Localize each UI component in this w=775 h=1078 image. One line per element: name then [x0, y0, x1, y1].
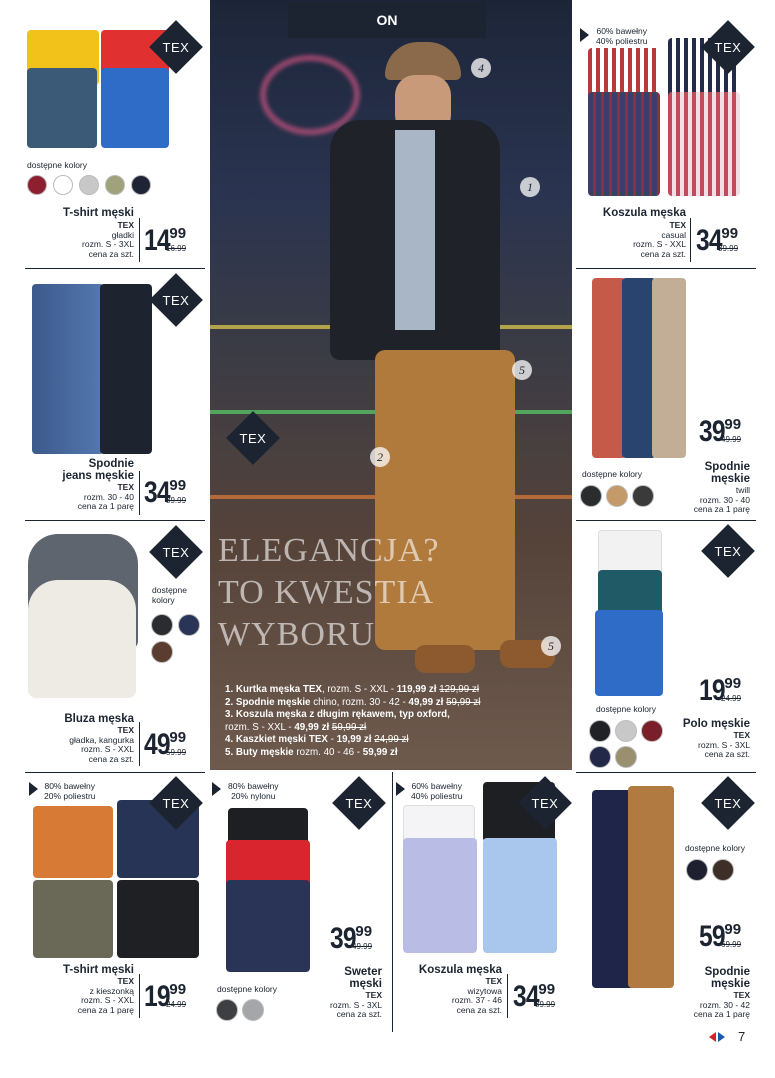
divider [392, 772, 393, 1032]
tex-logo: TEX [701, 524, 755, 578]
tex-logo: TEX [149, 776, 203, 830]
headline-line: ELEGANCJA? [218, 532, 440, 569]
color-swatch[interactable] [589, 720, 611, 742]
divider [25, 268, 205, 269]
product-name: T-shirt męski [63, 964, 134, 976]
hero-list-item: 2. Spodnie męskie chino, rozm. 30 - 42 - 49,99 zł 59,99 zł [225, 696, 481, 708]
color-swatch[interactable] [216, 999, 238, 1021]
product-image [628, 786, 674, 988]
product-price: 14 99 16.99 [144, 224, 187, 257]
hotspot-marker [471, 58, 491, 78]
product-meta: twill rozm. 30 - 40 cena za 1 parę [693, 485, 750, 514]
product-meta: TEX rozm. 30 - 40 cena za 1 parę [77, 482, 134, 511]
hero-list-item: 4. Kaszkiet męski TEX - 19,99 zł 24,99 zł [225, 734, 409, 745]
product-price: 59 99 69.99 [699, 920, 742, 953]
category-tab-label: ON [376, 12, 398, 28]
hotspot-number: 5 [519, 362, 525, 377]
shirt [395, 130, 435, 330]
divider [139, 974, 140, 1018]
hero-product-list [225, 684, 571, 759]
product-price: 39 99 49.99 [699, 415, 742, 448]
product-price: 39 99 49.99 [330, 922, 373, 955]
tex-logo: TEX [701, 20, 755, 74]
triangle-marker-icon [29, 782, 38, 796]
product-image [226, 880, 310, 972]
hotspot-number: 2 [377, 449, 383, 464]
hero-headline [218, 530, 440, 656]
divider [576, 772, 756, 773]
product-price: 19 99 24.99 [144, 980, 187, 1013]
tex-logo-text: TEX [239, 430, 267, 446]
product-name: Polo męskie [682, 718, 750, 730]
product-meta: TEX casual rozm. S - XXL cena za szt. [633, 220, 686, 259]
hotspot-number: 5 [548, 638, 554, 653]
fabric-info: 80% bawełny 20% poliestru [44, 781, 96, 801]
product-price: 34 99 39.99 [696, 224, 739, 257]
color-swatch[interactable] [615, 746, 637, 768]
product-image [588, 92, 660, 196]
colors-label: dostępne kolory [685, 843, 746, 853]
product-image [668, 92, 740, 196]
product-meta: TEX wizytowa rozm. 37 - 46 cena za szt. [451, 976, 502, 1015]
product-image [483, 838, 557, 953]
product-name: T-shirt męski [63, 207, 134, 219]
product-image [652, 278, 686, 458]
product-name: Spodnie męskie [704, 966, 750, 990]
triangle-marker-icon [580, 28, 589, 42]
color-swatch[interactable] [131, 175, 151, 195]
product-image [28, 580, 136, 698]
hotspot-number: 4 [478, 60, 484, 75]
product-image [622, 278, 656, 458]
colors-label: dostępne kolory [596, 704, 657, 714]
product-image [598, 570, 662, 615]
color-swatch[interactable] [606, 485, 628, 507]
tex-logo: TEX [149, 525, 203, 579]
color-swatch[interactable] [632, 485, 654, 507]
divider [507, 974, 508, 1018]
tex-logo: TEX [149, 20, 203, 74]
divider [690, 218, 691, 262]
tex-logo: TEX [701, 776, 755, 830]
divider [139, 471, 140, 515]
product-price: 34 99 39.99 [144, 476, 187, 509]
hero-list-item: 3. Koszula męska z długim rękawem, typ oxford, rozm. S - XXL - 49,99 zł 59,99 zł [225, 709, 450, 733]
product-meta: TEX gładka, kangurka rozm. S - XXL cena za szt. [69, 725, 134, 764]
carrefour-logo-icon [706, 1030, 728, 1044]
color-swatch[interactable] [151, 641, 173, 663]
product-meta: TEX rozm. 30 - 42 cena za 1 parę [693, 990, 750, 1019]
product-name: Koszula męska [418, 964, 502, 976]
color-swatch[interactable] [53, 175, 73, 195]
product-meta: TEX gładki rozm. S - 3XL cena za szt. [82, 220, 134, 259]
hotspot-marker [370, 447, 390, 467]
divider [576, 520, 756, 521]
product-image [592, 278, 626, 458]
triangle-marker-icon [212, 782, 221, 796]
product-name: Spodnie jeans męskie [62, 458, 134, 482]
product-image [100, 284, 152, 454]
product-meta: TEX z kieszonką rozm. S - XXL cena za 1 parę [77, 976, 134, 1015]
colors-label: dostępne kolory [582, 469, 643, 479]
color-swatch[interactable] [641, 720, 663, 742]
headline-line: TO KWESTIA [218, 574, 435, 611]
fabric-info: 80% bawełny 20% nylonu [228, 781, 279, 801]
hotspot-number: 1 [527, 179, 533, 194]
triangle-marker-icon [396, 782, 405, 796]
product-meta: TEX rozm. S - 3XL cena za szt. [698, 730, 750, 759]
category-tab [288, 2, 486, 38]
color-swatch[interactable] [105, 175, 125, 195]
product-name: Sweter męski [344, 966, 382, 990]
colors-label: dostępne kolory [27, 160, 88, 170]
product-image [27, 68, 97, 148]
color-swatch[interactable] [27, 175, 47, 195]
divider [139, 218, 140, 262]
color-swatch[interactable] [580, 485, 602, 507]
product-image [101, 68, 169, 148]
tex-logo: TEX [518, 776, 572, 830]
divider [139, 722, 140, 766]
fabric-info: 60% bawełny 40% poliestru [596, 26, 648, 46]
hero-list-item: 1. Kurtka męska TEX, rozm. S - XXL - 119,99 zł 129,99 zł [225, 684, 479, 695]
product-name: Spodnie męskie [704, 461, 750, 485]
colors-label: dostępne kolory [152, 585, 187, 605]
color-swatch[interactable] [589, 746, 611, 768]
color-swatch[interactable] [242, 999, 264, 1021]
product-price: 34 99 39.99 [513, 980, 556, 1013]
color-swatch[interactable] [151, 614, 173, 636]
color-swatch[interactable] [178, 614, 200, 636]
color-swatch[interactable] [79, 175, 99, 195]
product-image [33, 806, 113, 878]
page-number: 7 [738, 1029, 746, 1044]
product-image [33, 880, 113, 958]
product-name: Bluza męska [64, 713, 134, 725]
product-image [117, 880, 199, 958]
hotspot-marker [512, 360, 532, 380]
product-price: 49 99 59.99 [144, 728, 187, 761]
product-image [403, 838, 477, 953]
color-swatch[interactable] [712, 859, 734, 881]
hotspot-marker [520, 177, 540, 197]
tex-logo: TEX [332, 776, 386, 830]
color-swatch[interactable] [615, 720, 637, 742]
product-image [32, 284, 104, 454]
product-meta: TEX rozm. S - 3XL cena za szt. [330, 990, 382, 1019]
divider [576, 268, 756, 269]
hero-list-item: 5. Buty męskie rozm. 40 - 46 - 59,99 zł [225, 746, 398, 758]
colors-label: dostępne kolory [217, 984, 278, 994]
divider [25, 520, 205, 521]
tex-logo: TEX [149, 273, 203, 327]
product-image [595, 610, 663, 696]
headline-line: WYBORU [218, 616, 376, 653]
product-name: Koszula męska [602, 207, 686, 219]
product-price: 19 99 24.99 [699, 674, 742, 707]
hotspot-marker [541, 636, 561, 656]
divider [25, 772, 205, 773]
color-swatch[interactable] [686, 859, 708, 881]
fabric-info: 60% bawełny 40% poliestru [411, 781, 463, 801]
